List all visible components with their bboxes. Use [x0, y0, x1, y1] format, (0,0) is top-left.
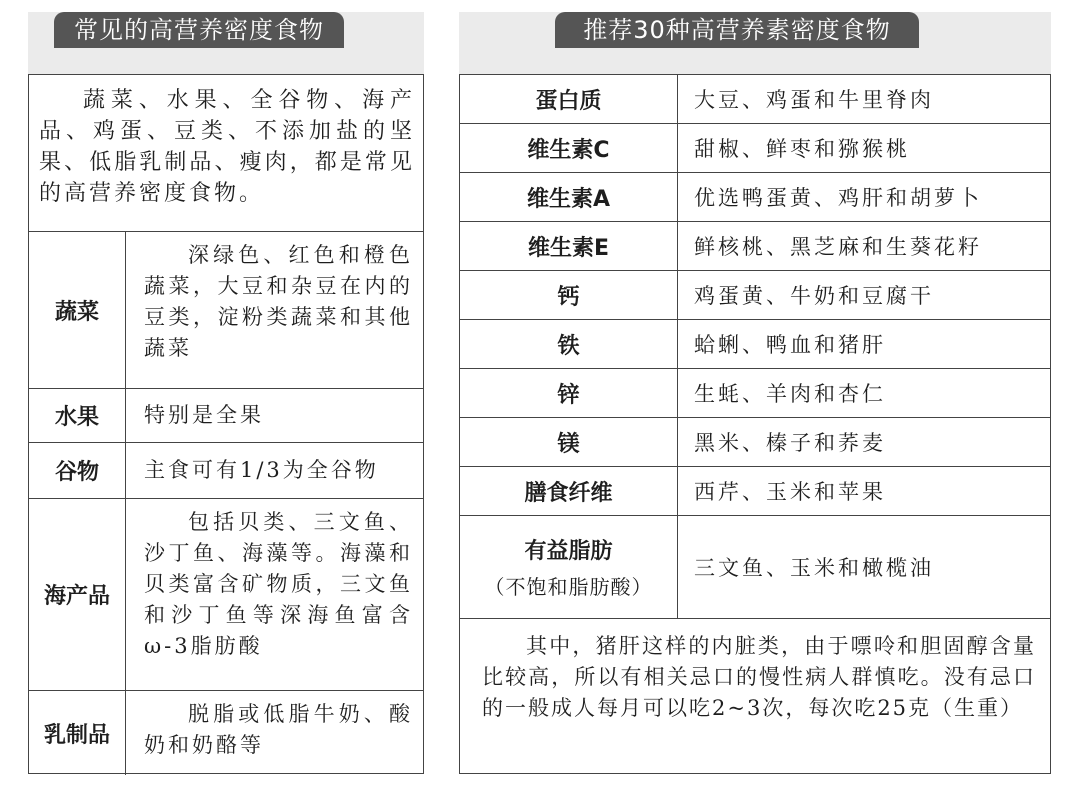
- category-description: 特别是全果: [144, 403, 264, 427]
- organ-meat-note: 其中，猪肝这样的内脏类，由于嘌呤和胆固醇含量比较高，所以有相关忌口的慢性病人群慎吃。没有忌口的一般成人每月可以吃2~3次，每次吃25克（生重）: [482, 634, 1036, 720]
- nutrient-name: 有益脂肪: [524, 539, 613, 564]
- nutrient-foods: 大豆、鸡蛋和牛里脊肉: [694, 88, 934, 112]
- category-label: 乳制品: [29, 691, 126, 775]
- table-row: [29, 443, 423, 499]
- table-row: [460, 467, 1050, 516]
- table-row: [29, 232, 423, 389]
- table-row: [460, 418, 1050, 467]
- nutrient-foods: 优选鸭蛋黄、鸡肝和胡萝卜: [694, 186, 982, 210]
- table-row: [460, 320, 1050, 369]
- category-description: 主食可有1/3为全谷物: [144, 458, 379, 482]
- nutrient-foods: 生蚝、羊肉和杏仁: [694, 382, 886, 406]
- nutrient-foods: 鲜核桃、黑芝麻和生葵花籽: [694, 235, 982, 259]
- category-description: 脱脂或低脂牛奶、酸奶和奶酪等: [144, 702, 413, 757]
- nutrient-foods-table: [459, 74, 1051, 774]
- common-foods-panel: [28, 12, 424, 774]
- nutrient-name: 维生素E: [527, 235, 610, 261]
- category-label: 水果: [29, 389, 126, 442]
- common-foods-intro: 蔬菜、水果、全谷物、海产品、鸡蛋、豆类、不添加盐的坚果、低脂乳制品、瘦肉，都是常见的高营养密度食物。: [29, 75, 423, 232]
- nutrient-foods: 三文鱼、玉米和橄榄油: [694, 556, 934, 580]
- nutrient-foods: 蛤蜊、鸭血和猪肝: [694, 333, 886, 357]
- nutrient-foods: 黑米、榛子和荞麦: [694, 431, 886, 455]
- nutrient-subtitle: （不饱和脂肪酸）: [484, 575, 653, 599]
- nutrient-label: [460, 418, 678, 466]
- nutrient-label: [460, 173, 678, 221]
- nutrient-name: 维生素A: [526, 186, 611, 212]
- nutrient-name: 铁: [557, 333, 580, 359]
- category-label: 蔬菜: [29, 232, 126, 388]
- nutrient-name: 膳食纤维: [524, 480, 613, 506]
- nutrient-foods: 西芹、玉米和苹果: [694, 480, 886, 504]
- table-row: [460, 173, 1050, 222]
- common-foods-table: [28, 74, 424, 774]
- nutrient-foods-panel: [459, 12, 1051, 774]
- table-row: [29, 499, 423, 691]
- table-row: [460, 271, 1050, 320]
- nutrient-label: [460, 124, 678, 172]
- nutrient-label: [460, 467, 678, 515]
- common-foods-title: 常见的高营养密度食物: [54, 12, 344, 48]
- table-row: [460, 75, 1050, 124]
- nutrient-label: [460, 320, 678, 368]
- nutrient-name: 锌: [557, 382, 580, 408]
- nutrient-foods: 鸡蛋黄、牛奶和豆腐干: [694, 284, 934, 308]
- table-row: [460, 222, 1050, 271]
- category-description: 包括贝类、三文鱼、沙丁鱼、海藻等。海藻和贝类富含矿物质，三文鱼和沙丁鱼等深海鱼富含ω-3脂肪酸: [144, 510, 413, 658]
- nutrient-foods-title: 推荐30种高营养素密度食物: [555, 12, 919, 48]
- nutrient-label: [460, 271, 678, 319]
- category-description: 深绿色、红色和橙色蔬菜，大豆和杂豆在内的豆类，淀粉类蔬菜和其他蔬菜: [144, 243, 413, 360]
- table-row: [460, 516, 1050, 619]
- category-label: 海产品: [29, 499, 126, 690]
- nutrient-name: 钙: [557, 284, 580, 310]
- category-label: 谷物: [29, 443, 126, 498]
- nutrient-label: [460, 516, 678, 618]
- nutrient-label: [460, 75, 678, 123]
- nutrient-name: 镁: [557, 431, 580, 457]
- nutrient-foods: 甜椒、鲜枣和猕猴桃: [694, 137, 910, 161]
- table-row: [29, 691, 423, 775]
- table-row: [29, 389, 423, 443]
- nutrient-name: 维生素C: [527, 137, 610, 163]
- table-row: [460, 369, 1050, 418]
- nutrient-label: [460, 222, 678, 270]
- nutrient-name: 蛋白质: [535, 88, 602, 114]
- nutrient-label: [460, 369, 678, 417]
- table-row: [460, 124, 1050, 173]
